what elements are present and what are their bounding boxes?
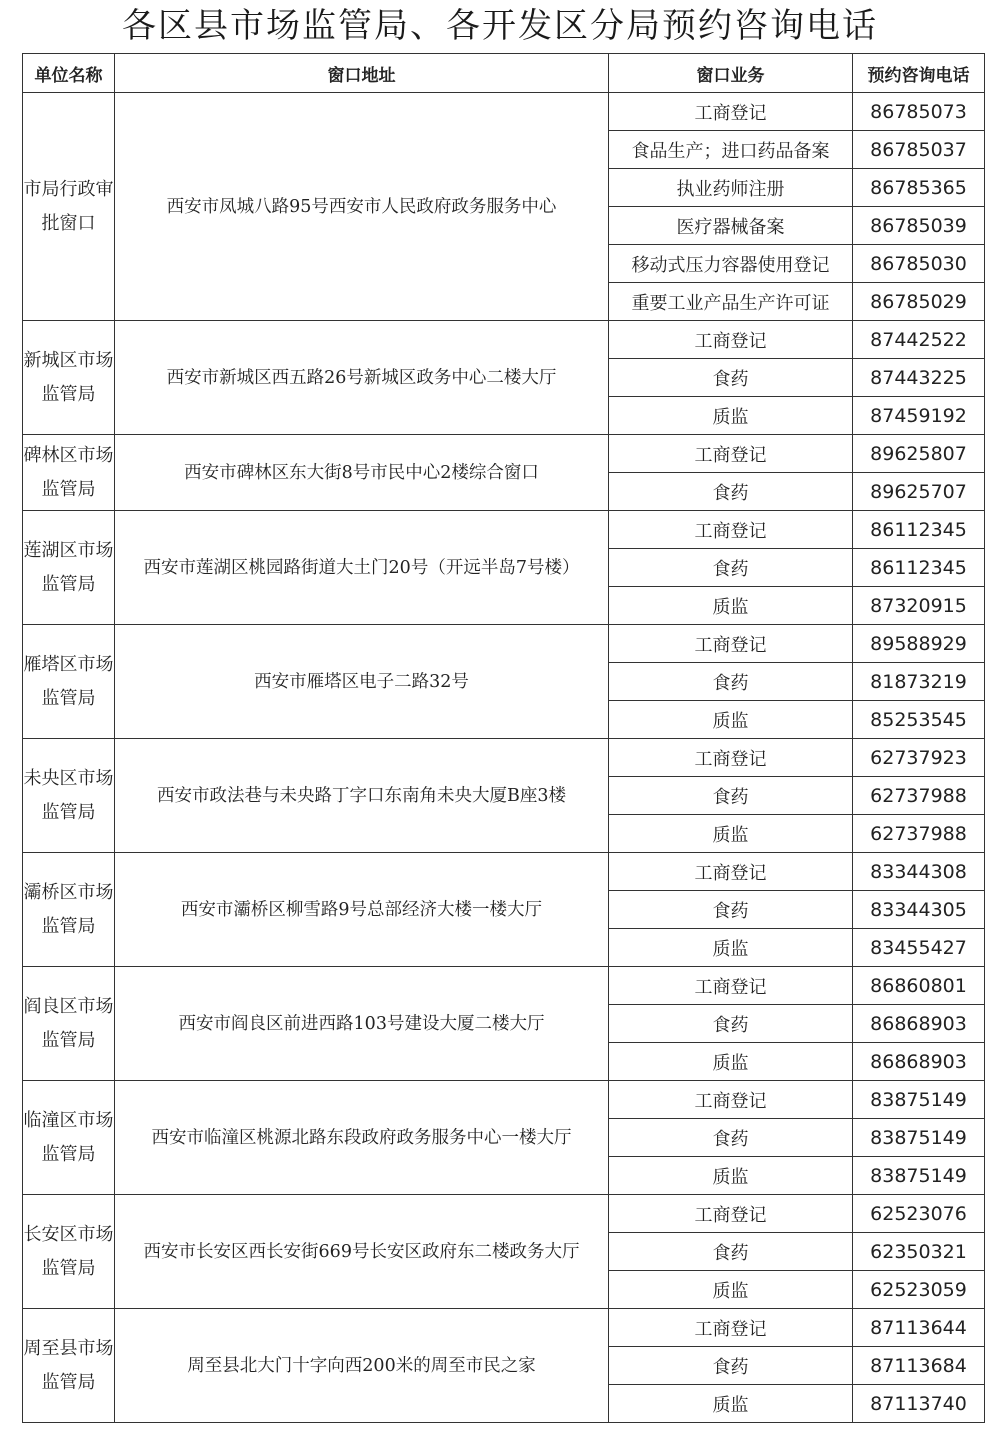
table-row [23,1195,985,1233]
window-business-cell: 食品生产；进口药品备案 [609,131,853,169]
unit-name-cell: 碑林区市场监管局 [23,435,115,511]
window-business-cell: 食药 [609,359,853,397]
phone-number-cell: 86785365 [853,169,985,207]
phone-number-cell: 83455427 [853,929,985,967]
phone-number-cell: 83875149 [853,1157,985,1195]
phone-number-cell: 87113740 [853,1385,985,1423]
phone-number-cell: 62737988 [853,777,985,815]
window-business-cell: 质监 [609,929,853,967]
window-business-cell: 食药 [609,891,853,929]
phone-number-cell: 86112345 [853,549,985,587]
window-business-cell: 质监 [609,701,853,739]
window-address-cell: 西安市雁塔区电子二路32号 [115,625,609,739]
window-business-cell: 工商登记 [609,625,853,663]
phone-number-cell: 87320915 [853,587,985,625]
phone-number-cell: 87113684 [853,1347,985,1385]
phone-number-cell: 87442522 [853,321,985,359]
unit-name-cell: 长安区市场监管局 [23,1195,115,1309]
phone-number-cell: 89625807 [853,435,985,473]
window-business-cell: 食药 [609,1119,853,1157]
phone-number-cell: 62737923 [853,739,985,777]
window-business-cell: 工商登记 [609,853,853,891]
phone-number-cell: 86785039 [853,207,985,245]
unit-name-cell: 阎良区市场监管局 [23,967,115,1081]
phone-number-cell: 83344308 [853,853,985,891]
unit-name-cell: 周至县市场监管局 [23,1309,115,1423]
header-unit-name: 单位名称 [23,54,115,93]
window-business-cell: 质监 [609,1157,853,1195]
window-business-cell: 工商登记 [609,435,853,473]
window-business-cell: 食药 [609,1347,853,1385]
window-address-cell: 西安市长安区西长安街669号长安区政府东二楼政务大厅 [115,1195,609,1309]
table-row [23,739,985,777]
phone-number-cell: 86112345 [853,511,985,549]
window-business-cell: 执业药师注册 [609,169,853,207]
table-row [23,435,985,473]
phone-number-cell: 87459192 [853,397,985,435]
window-business-cell: 工商登记 [609,1081,853,1119]
window-business-cell: 工商登记 [609,1195,853,1233]
table-row [23,967,985,1005]
window-address-cell: 西安市莲湖区桃园路街道大土门20号（开远半岛7号楼） [115,511,609,625]
window-business-cell: 工商登记 [609,321,853,359]
window-business-cell: 工商登记 [609,739,853,777]
window-business-cell: 医疗器械备案 [609,207,853,245]
phone-number-cell: 62523076 [853,1195,985,1233]
window-address-cell: 西安市碑林区东大街8号市民中心2楼综合窗口 [115,435,609,511]
phone-number-cell: 89625707 [853,473,985,511]
window-business-cell: 质监 [609,1385,853,1423]
phone-number-cell: 86785037 [853,131,985,169]
unit-name-cell: 新城区市场监管局 [23,321,115,435]
phone-number-cell: 62737988 [853,815,985,853]
table-row [23,625,985,663]
window-business-cell: 食药 [609,549,853,587]
phone-number-cell: 86868903 [853,1043,985,1081]
header-phone: 预约咨询电话 [853,54,985,93]
phone-number-cell: 86868903 [853,1005,985,1043]
phone-number-cell: 89588929 [853,625,985,663]
window-business-cell: 食药 [609,777,853,815]
table-row [23,511,985,549]
unit-name-cell: 莲湖区市场监管局 [23,511,115,625]
unit-name-cell: 灞桥区市场监管局 [23,853,115,967]
unit-name-cell: 未央区市场监管局 [23,739,115,853]
phone-number-cell: 83344305 [853,891,985,929]
unit-name-cell: 临潼区市场监管局 [23,1081,115,1195]
window-business-cell: 质监 [609,815,853,853]
table-row [23,93,985,131]
window-address-cell: 西安市政法巷与未央路丁字口东南角未央大厦B座3楼 [115,739,609,853]
window-business-cell: 工商登记 [609,967,853,1005]
window-business-cell: 质监 [609,1043,853,1081]
window-address-cell: 西安市阎良区前进西路103号建设大厦二楼大厅 [115,967,609,1081]
phone-number-cell: 83875149 [853,1081,985,1119]
header-window-address: 窗口地址 [115,54,609,93]
table-row [23,321,985,359]
phone-number-cell: 62523059 [853,1271,985,1309]
table-row [23,1309,985,1347]
table-body [23,93,985,1423]
phone-number-cell: 86860801 [853,967,985,1005]
window-business-cell: 食药 [609,1005,853,1043]
phone-number-cell: 62350321 [853,1233,985,1271]
phone-number-cell: 85253545 [853,701,985,739]
contact-table [22,53,985,1423]
window-business-cell: 食药 [609,473,853,511]
window-business-cell: 质监 [609,1271,853,1309]
window-business-cell: 质监 [609,397,853,435]
phone-number-cell: 81873219 [853,663,985,701]
phone-number-cell: 86785030 [853,245,985,283]
window-business-cell: 重要工业产品生产许可证 [609,283,853,321]
window-business-cell: 工商登记 [609,93,853,131]
page-title: 各区县市场监管局、各开发区分局预约咨询电话 [122,6,878,46]
phone-number-cell: 86785029 [853,283,985,321]
phone-number-cell: 83875149 [853,1119,985,1157]
window-address-cell: 西安市新城区西五路26号新城区政务中心二楼大厅 [115,321,609,435]
window-address-cell: 西安市灞桥区柳雪路9号总部经济大楼一楼大厅 [115,853,609,967]
window-business-cell: 食药 [609,1233,853,1271]
header-window-business: 窗口业务 [609,54,853,93]
phone-number-cell: 87443225 [853,359,985,397]
table-header-row [23,54,985,93]
window-address-cell: 西安市临潼区桃源北路东段政府政务服务中心一楼大厅 [115,1081,609,1195]
table-row [23,1081,985,1119]
window-business-cell: 移动式压力容器使用登记 [609,245,853,283]
window-address-cell: 西安市凤城八路95号西安市人民政府政务服务中心 [115,93,609,321]
table-row [23,853,985,891]
window-business-cell: 食药 [609,663,853,701]
phone-number-cell: 86785073 [853,93,985,131]
window-business-cell: 工商登记 [609,511,853,549]
phone-number-cell: 87113644 [853,1309,985,1347]
unit-name-cell: 雁塔区市场监管局 [23,625,115,739]
window-business-cell: 工商登记 [609,1309,853,1347]
window-business-cell: 质监 [609,587,853,625]
window-address-cell: 周至县北大门十字向西200米的周至市民之家 [115,1309,609,1423]
unit-name-cell: 市局行政审批窗口 [23,93,115,321]
